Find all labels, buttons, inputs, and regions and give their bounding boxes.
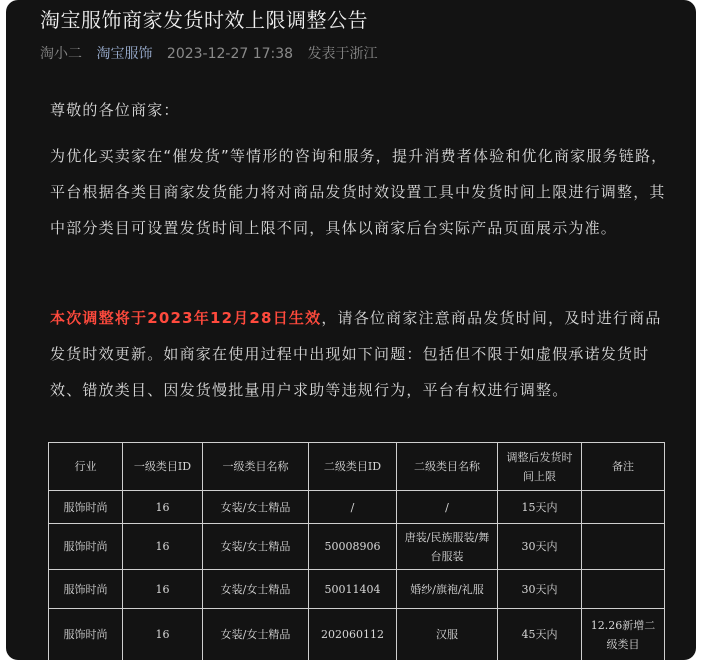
article-title: 淘宝服饰商家发货时效上限调整公告: [40, 8, 368, 32]
cell-l2-id: 50011404: [309, 570, 397, 609]
header-ship-limit: 调整后发货时间上限: [498, 443, 582, 491]
cell-l1-id: 16: [123, 491, 203, 524]
header-l1-name: 一级类目名称: [203, 443, 309, 491]
cell-ship-limit: 45天内: [498, 609, 582, 660]
cell-remark: 12.26新增二级类目: [582, 609, 665, 660]
cell-l1-id: 16: [123, 570, 203, 609]
cell-industry: 服饰时尚: [49, 570, 123, 609]
cell-l2-name: 唐装/民族服装/舞台服装: [397, 524, 498, 570]
article-meta: [40, 43, 388, 63]
header-remark: 备注: [582, 443, 665, 491]
header-l2-name: 二级类目名称: [397, 443, 498, 491]
header-l2-id: 二级类目ID: [309, 443, 397, 491]
header-industry: 行业: [49, 443, 123, 491]
article-card: [6, 0, 696, 660]
cell-l1-name: 女装/女士精品: [203, 524, 309, 570]
paragraph-1: 为优化买卖家在“催发货”等情形的咨询和服务，提升消费者体验和优化商家服务链路，平台根据各类目商家发货能力将对商品发货时效设置工具中发货时间上限进行调整，其中部分类目可设置发货时间上限不同，具体以商家后台实际产品页面展示为准。: [50, 147, 668, 237]
cell-industry: 服饰时尚: [49, 609, 123, 660]
source-link[interactable]: 淘宝服饰: [96, 46, 153, 62]
category-table: [48, 442, 665, 660]
cell-l2-name: /: [397, 491, 498, 524]
cell-remark: [582, 570, 665, 609]
publish-time: 2023-12-27 17:38: [166, 46, 294, 62]
publish-location: 发表于浙江: [307, 46, 378, 62]
cell-remark: [582, 491, 665, 524]
table-header-row: [49, 443, 665, 491]
cell-industry: 服饰时尚: [49, 524, 123, 570]
table-row: [49, 609, 665, 660]
cell-l2-id: /: [309, 491, 397, 524]
table-row: [49, 524, 665, 570]
cell-industry: 服饰时尚: [49, 491, 123, 524]
table-row: [49, 570, 665, 609]
header-l1-id: 一级类目ID: [123, 443, 203, 491]
cell-l2-name: 汉服: [397, 609, 498, 660]
cell-l2-id: 202060112: [309, 609, 397, 660]
cell-l1-name: 女装/女士精品: [203, 609, 309, 660]
effective-date-highlight: 本次调整将于2023年12月28日生效: [50, 309, 322, 327]
cell-remark: [582, 524, 665, 570]
cell-l2-name: 婚纱/旗袍/礼服: [397, 570, 498, 609]
cell-ship-limit: 30天内: [498, 570, 582, 609]
table-row: [49, 491, 665, 524]
cell-l1-id: 16: [123, 609, 203, 660]
cell-l2-id: 50008906: [309, 524, 397, 570]
cell-ship-limit: 15天内: [498, 491, 582, 524]
author-name[interactable]: 淘小二: [40, 46, 82, 62]
cell-l1-id: 16: [123, 524, 203, 570]
greeting: 尊敬的各位商家：: [50, 101, 180, 119]
paragraph-2-text: ，请各位商家注意商品发货时间，及时进行商品发货时效更新。如商家在使用过程中出现如下问题：包括但不限于如虚假承诺发货时效、错放类目、因发货慢批量用户求助等违规行为，平台有权进行调整。: [50, 309, 662, 399]
cell-l1-name: 女装/女士精品: [203, 570, 309, 609]
paragraph-2: [50, 300, 670, 408]
cell-l1-name: 女装/女士精品: [203, 491, 309, 524]
cell-ship-limit: 30天内: [498, 524, 582, 570]
